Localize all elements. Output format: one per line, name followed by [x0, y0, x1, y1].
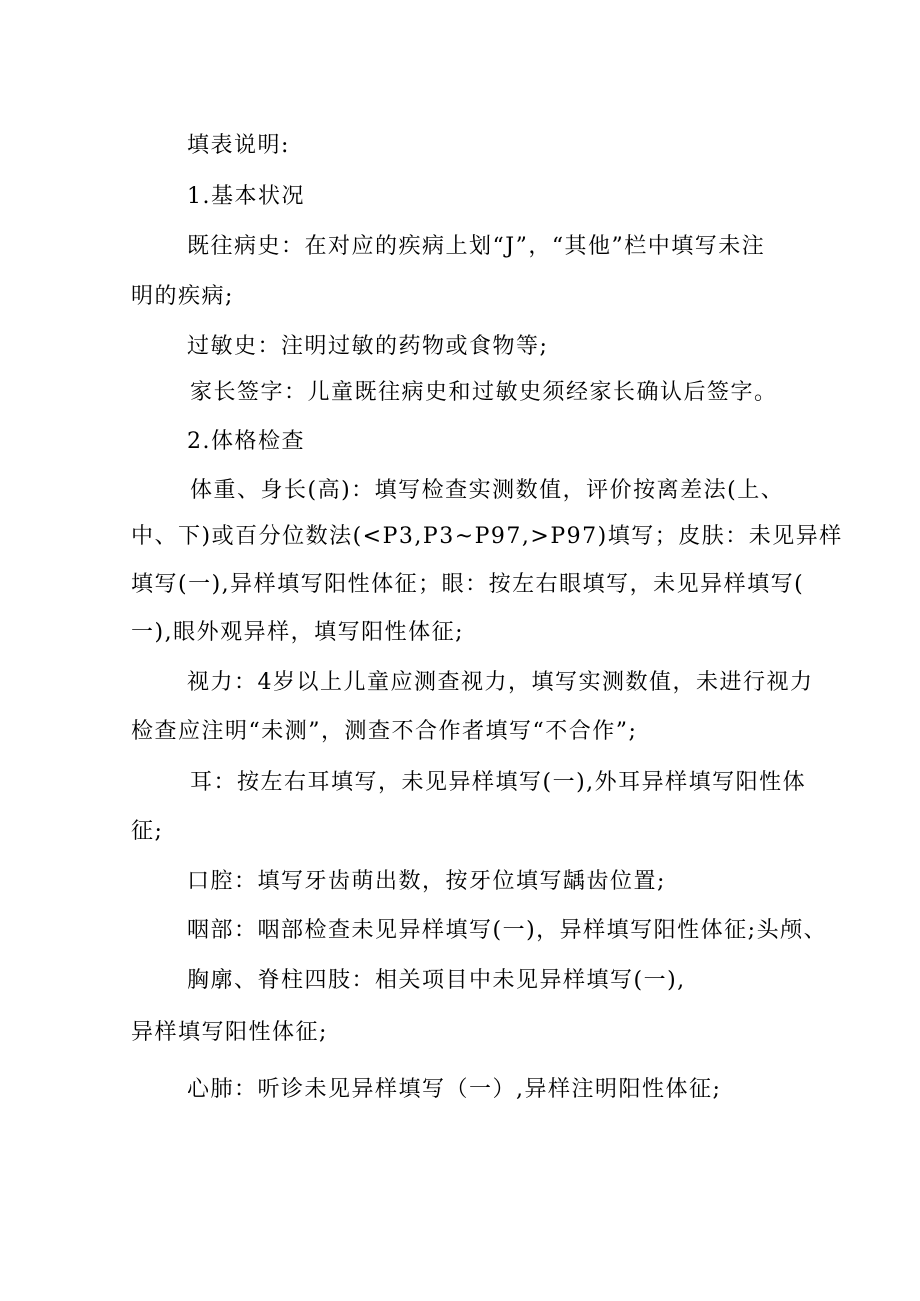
doc-line-12: 视力：4岁以上儿童应测查视力，填写实测数值，未进行视力 [187, 670, 814, 695]
doc-line-8: 体重、身长(高)：填写检查实测数值，评价按离差法(上、 [190, 478, 785, 503]
doc-line-15: 征; [131, 819, 164, 844]
doc-line-18: 胸廓、脊柱四肢：相关项目中未见异样填写(一), [187, 968, 686, 993]
doc-line-2: 1.基本状况 [187, 184, 305, 209]
doc-line-10: 填写(一),异样填写阳性体征；眼：按左右眼填写，未见异样填写( [131, 572, 805, 597]
doc-line-7: 2.体格检查 [187, 429, 305, 454]
doc-line-9: 中、下)或百分位数法(<P3,P3~P97,>P97)填写；皮肤：未见异样 [131, 524, 843, 549]
doc-line-16: 口腔：填写牙齿萌出数，按牙位填写龋齿位置; [187, 869, 666, 894]
doc-line-6: 家长签字：儿童既往病史和过敏史须经家长确认后签字。 [190, 380, 778, 405]
doc-line-3: 既往病史：在对应的疾病上划“J”，“其他”栏中填写未注 [187, 234, 766, 259]
doc-line-14: 耳：按左右耳填写，未见异样填写(一),外耳异样填写阳性体 [190, 770, 807, 795]
doc-line-11: 一),眼外观异样，填写阳性体征; [131, 620, 464, 645]
doc-line-20: 心肺：听诊未见异样填写（一）,异样注明阳性体征; [187, 1077, 722, 1102]
doc-line-19: 异样填写阳性体征; [131, 1020, 328, 1045]
doc-line-13: 检查应注明“未测”，测查不合作者填写“不合作”; [131, 719, 638, 744]
doc-line-1: 填表说明: [187, 133, 290, 158]
doc-line-4: 明的疾病; [131, 284, 234, 309]
doc-line-5: 过敏史：注明过敏的药物或食物等; [187, 334, 549, 359]
doc-line-17: 咽部：咽部检查未见异样填写(一)，异样填写阳性体征;头颅、 [187, 918, 828, 943]
